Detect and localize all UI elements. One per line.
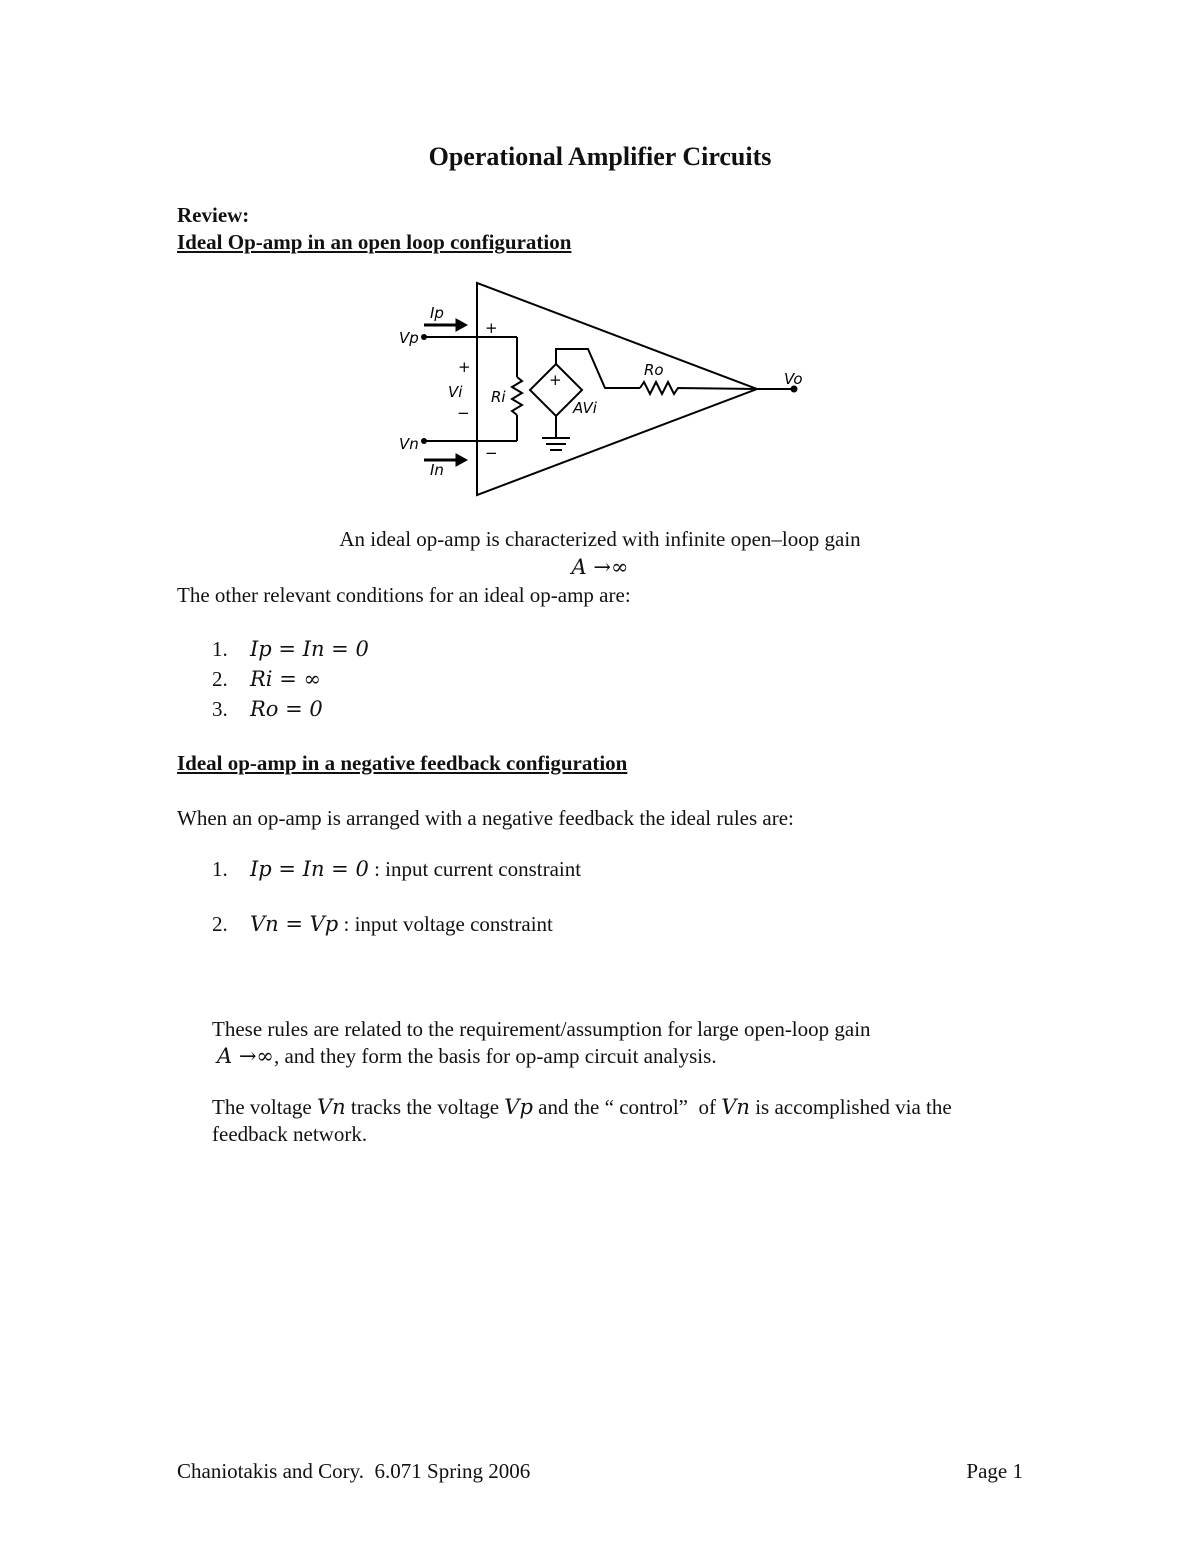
ri-resistor [512,377,522,415]
vi-plus-sign: + [458,358,471,376]
paragraph-rules-line2-text: , and they form the basis for op-amp circuit analysis. [273,1044,717,1068]
list-item [212,697,369,727]
label-in: In [430,461,444,479]
terminal-minus-sign: − [485,444,498,462]
text-run: and the “ control” of [532,1095,722,1119]
section-heading-negative-feedback: Ideal op-amp in a negative feedback configuration [177,751,628,775]
op-amp-diagram [380,275,820,505]
text-run: The voltage [212,1095,317,1119]
math-vn: Vn [721,1095,750,1119]
list-expression: Ro = 0 [250,697,323,721]
label-ro: Ro [644,361,664,379]
paragraph-rules-line2 [217,1044,717,1069]
label-vi: Vi [448,383,463,401]
label-ip: Ip [430,304,444,322]
feedback-intro: When an op-amp is arranged with a negative feedback the ideal rules are: [177,806,794,830]
list-item [212,637,369,667]
text-run: is accomplished via the [749,1095,952,1119]
ro-resistor [640,382,757,394]
label-vo: Vo [784,370,803,388]
feedback-rules-list [212,857,581,942]
list-expression: Ip = In = 0 [250,857,369,881]
gain-expression: A →∞ [571,555,629,579]
section-heading-open-loop: Ideal Op-amp in an open loop configuration [177,230,572,254]
list-item [212,857,581,912]
terminal-plus-sign: + [485,319,498,337]
paragraph-tracking-line1 [212,1095,952,1120]
list-item [212,667,369,697]
label-vn: Vn [399,435,419,453]
footer-page-number: Page 1 [966,1459,1023,1483]
in-arrow-icon [456,454,467,466]
list-number: 2. [212,912,228,936]
conditions-intro: The other relevant conditions for an ideal op-amp are: [177,583,631,607]
intro-line: An ideal op-amp is characterized with infinite open–loop gain [339,527,861,551]
footer-left: Chaniotakis and Cory. 6.071 Spring 2006 [177,1459,531,1483]
math-vn: Vn [316,1095,346,1119]
list-item [212,912,581,942]
review-label: Review: [177,203,250,227]
gain-expression-inline: A →∞ [217,1044,274,1068]
label-avi: AVi [573,399,597,417]
paragraph-tracking-line2: feedback network. [212,1122,368,1146]
list-number: 2. [212,667,228,691]
vi-minus-sign: − [457,404,470,422]
list-expression: Ri = ∞ [250,667,321,691]
text-run: tracks the voltage [345,1095,505,1119]
list-number: 1. [212,857,228,881]
ideal-conditions-list [212,637,369,727]
list-description: : input current constraint [368,857,582,881]
label-ri: Ri [491,388,506,406]
label-vp: Vp [399,329,419,347]
list-expression: Vn = Vp [250,912,339,936]
list-number: 1. [212,637,228,661]
list-description: : input voltage constraint [338,912,553,936]
math-vp: Vp [504,1095,533,1119]
ip-arrow-icon [456,319,467,331]
list-number: 3. [212,697,228,721]
list-expression: Ip = In = 0 [250,637,369,661]
page-title: Operational Amplifier Circuits [428,142,772,171]
source-plus-sign: + [549,371,562,389]
paragraph-rules-line1: These rules are related to the requirement/assumption for large open-loop gain [212,1017,871,1041]
